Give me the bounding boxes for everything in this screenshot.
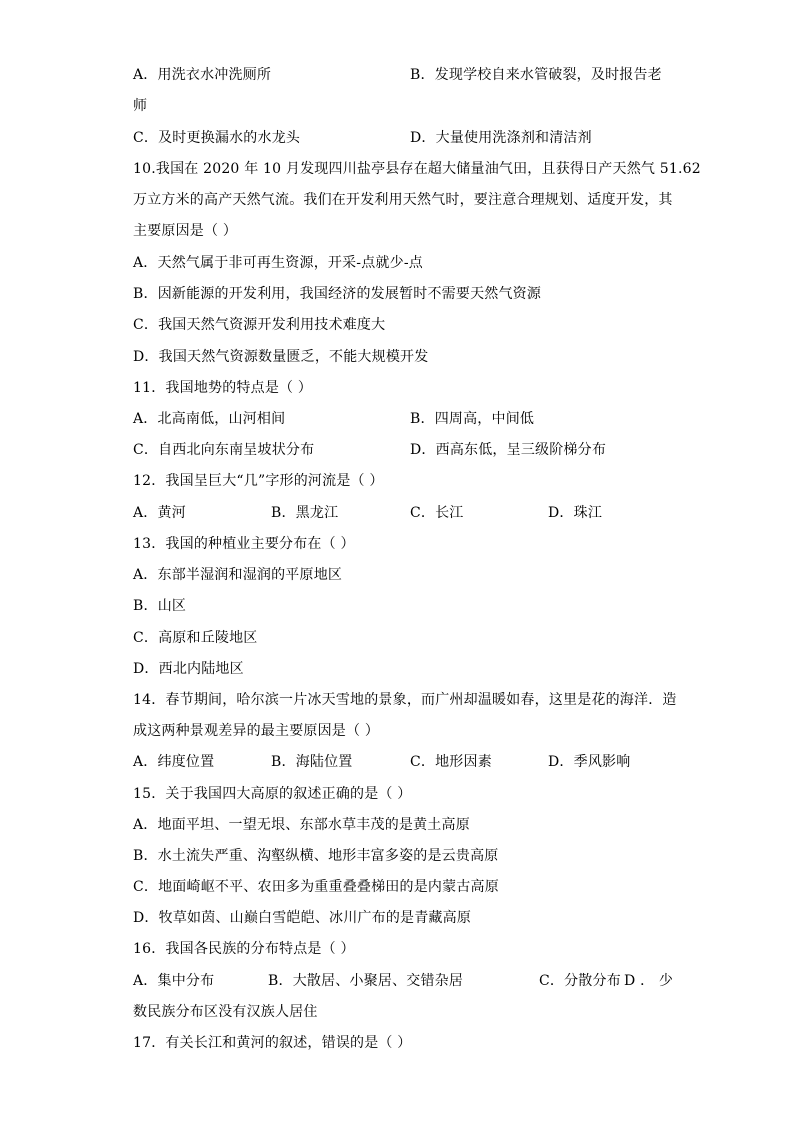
q10-option-a: A．天然气属于非可再生资源，开采-点就少-点 (133, 255, 423, 271)
q14-option-d: D．季风影响 (548, 754, 631, 770)
q10-option-b: B．因新能源的开发利用，我国经济的发展暂时不需要天然气资源 (133, 286, 542, 302)
q15-option-c: C．地面崎岖不平、农田多为重重叠叠梯田的是内蒙古高原 (133, 879, 499, 895)
q11-option-b: B．四周高，中间低 (410, 411, 535, 427)
q15-option-b: B．水土流失严重、沟壑纵横、地形丰富多姿的是云贵高原 (133, 848, 499, 864)
q10-stem-line2: 万立方米的高产天然气流。我们在开发利用天然气时，要注意合理规划、适度开发，其 (133, 192, 673, 208)
q12-option-d: D．珠江 (548, 505, 603, 521)
q16-option-a: A．集中分布 (133, 973, 215, 989)
q12-option-c: C．长江 (410, 505, 464, 521)
q11-option-d: D．西高东低，呈三级阶梯分布 (410, 442, 607, 458)
q12-option-a: A．黄河 (133, 505, 186, 521)
q12-stem: 12．我国呈巨大“几”字形的河流是（ ） (133, 473, 384, 489)
q14-option-a: A．纬度位置 (133, 754, 215, 770)
q14-stem-line2: 成这两种景观差异的最主要原因是（ ） (133, 723, 380, 739)
q15-option-a: A．地面平坦、一望无垠、东部水草丰茂的是黄土高原 (133, 817, 470, 833)
q13-stem: 13．我国的种植业主要分布在（ ） (133, 536, 355, 552)
q9-option-b-wrap: 师 (133, 98, 148, 114)
q11-option-a: A．北高南低，山河相间 (133, 411, 286, 427)
q13-option-b: B．山区 (133, 598, 187, 614)
q10-stem-line1: 10.我国在 2020 年 10 月发现四川盐亭县存在超大储量油气田，且获得日产天然气 51.62 (133, 161, 701, 177)
q16-stem: 16．我国各民族的分布特点是（ ） (133, 941, 355, 957)
q14-option-c: C．地形因素 (410, 754, 492, 770)
q16-option-d-wrap: 数民族分布区没有汉族人居住 (133, 1004, 318, 1020)
q9-option-d: D．大量使用洗涤剂和清洁剂 (410, 130, 592, 146)
q13-option-c: C．高原和丘陵地区 (133, 630, 258, 646)
q14-option-b: B．海陆位置 (271, 754, 353, 770)
q9-option-b: B．发现学校自来水管破裂，及时报告老 (410, 67, 662, 83)
q16-option-c: C．分散分布 (539, 973, 621, 989)
q16-option-d: D ． 少 (624, 973, 674, 989)
q15-stem: 15．关于我国四大高原的叙述正确的是（ ） (133, 786, 412, 802)
q10-option-c: C．我国天然气资源开发利用技术难度大 (133, 317, 386, 333)
q13-option-d: D．西北内陆地区 (133, 661, 244, 677)
q11-option-c: C．自西北向东南呈坡状分布 (133, 442, 315, 458)
q14-stem-line1: 14．春节期间，哈尔滨一片冰天雪地的景象，而广州却温暖如春，这里是花的海洋．造 (133, 692, 677, 708)
q15-option-d: D．牧草如茵、山巅白雪皑皑、冰川广布的是青藏高原 (133, 910, 472, 926)
q10-option-d: D．我国天然气资源数量匮乏，不能大规模开发 (133, 349, 429, 365)
q16-option-b: B．大散居、小聚居、交错杂居 (268, 973, 464, 989)
q13-option-a: A．东部半湿润和湿润的平原地区 (133, 567, 343, 583)
q11-stem: 11．我国地势的特点是（ ） (133, 380, 313, 396)
q9-option-c: C．及时更换漏水的水龙头 (133, 130, 301, 146)
q9-option-a: A．用洗衣水冲洗厕所 (133, 67, 272, 83)
q17-stem: 17．有关长江和黄河的叙述，错误的是（ ） (133, 1035, 412, 1051)
q12-option-b: B．黑龙江 (271, 505, 339, 521)
q10-stem-line3: 主要原因是（ ） (133, 223, 238, 239)
